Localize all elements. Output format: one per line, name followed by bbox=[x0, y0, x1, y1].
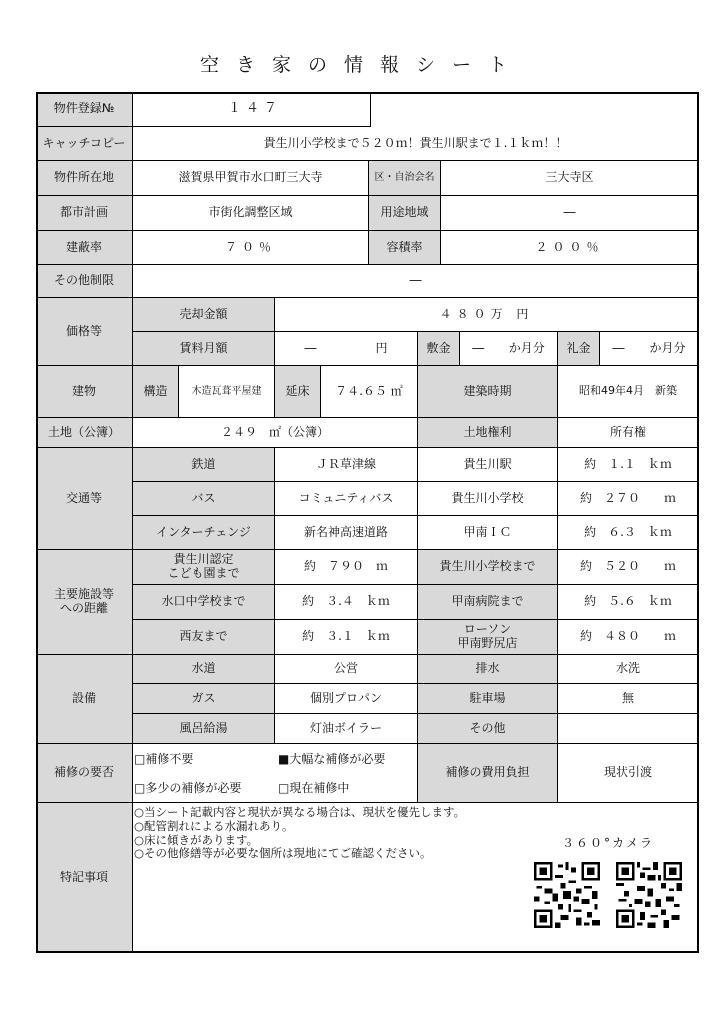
catch-label: キャッチコピー bbox=[36, 127, 133, 161]
bus-distance: 約 ２７０ ｍ bbox=[558, 482, 699, 516]
water-label: 水道 bbox=[133, 655, 275, 684]
facility-name: 甲南病院まで bbox=[418, 585, 558, 620]
camera-label: ３６０°カメラ bbox=[562, 836, 655, 850]
monthly-rent-amount: ― bbox=[304, 340, 317, 355]
note-item: ○床に傾きがあります。 bbox=[134, 832, 259, 847]
facility-distance: 約 ７９０ ｍ bbox=[275, 550, 418, 585]
drain-value: 水洗 bbox=[558, 655, 699, 684]
traffic-label: 交通等 bbox=[36, 448, 133, 550]
built-year-value: 昭和49年4月 新築 bbox=[558, 366, 699, 418]
qr-code-icon[interactable] bbox=[531, 862, 603, 928]
other-equipment-label: その他 bbox=[418, 714, 558, 744]
monthly-rent-label: 賃料月額 bbox=[133, 332, 275, 366]
interchange-road: 新名神高速道路 bbox=[275, 516, 418, 550]
facility-distance: 約 ５２０ ｍ bbox=[558, 550, 699, 585]
bath-value: 灯油ボイラー bbox=[275, 714, 418, 744]
repair-cost-value: 現状引渡 bbox=[558, 744, 699, 803]
land-area-value: ２４９ ㎡（公簿） bbox=[133, 418, 418, 448]
other-equipment-value bbox=[558, 714, 699, 744]
repair-option-minor: □多少の補修が必要 bbox=[134, 781, 242, 795]
sale-price-value: ４８０万 円 bbox=[275, 298, 699, 332]
monthly-rent-value bbox=[275, 332, 418, 366]
deposit-unit: か月分 bbox=[508, 340, 545, 355]
other-limit-label: その他制限 bbox=[36, 265, 133, 298]
location-value: 滋賀県甲賀市水口町三大寺 bbox=[133, 161, 369, 196]
repair-cost-label: 補修の費用負担 bbox=[418, 744, 558, 803]
gas-label: ガス bbox=[133, 684, 275, 714]
railway-label: 鉄道 bbox=[133, 448, 275, 482]
parking-value: 無 bbox=[558, 684, 699, 714]
deposit-amount: ― bbox=[472, 340, 485, 355]
parking-label: 駐車場 bbox=[418, 684, 558, 714]
railway-distance: 約 １.１ ｋｍ bbox=[558, 448, 699, 482]
building-label: 建物 bbox=[36, 366, 133, 418]
other-limit-value: ― bbox=[133, 265, 699, 298]
far-label: 容積率 bbox=[369, 231, 441, 265]
facility-distance: 約 ３.１ ｋｍ bbox=[275, 620, 418, 655]
floor-area-value: ７４.６５ ㎡ bbox=[321, 366, 418, 418]
repair-option-in-progress: □現在補修中 bbox=[278, 781, 350, 795]
bath-label: 風呂給湯 bbox=[133, 714, 275, 744]
land-right-label: 土地権利 bbox=[418, 418, 558, 448]
repair-option-major: ■大幅な補修が必要 bbox=[278, 752, 386, 766]
bus-line: コミュニティバス bbox=[275, 482, 418, 516]
key-money-unit: か月分 bbox=[649, 340, 686, 355]
facility-distance: 約 ４８０ ｍ bbox=[558, 620, 699, 655]
interchange-label: インターチェンジ bbox=[133, 516, 275, 550]
facility-distance: 約 ５.６ ｋｍ bbox=[558, 585, 699, 620]
deposit-value bbox=[460, 332, 558, 366]
qr-code-icon[interactable] bbox=[613, 862, 685, 928]
location-label: 物件所在地 bbox=[36, 161, 133, 196]
zoning-label: 用途地域 bbox=[369, 196, 441, 231]
railway-station: 貴生川駅 bbox=[418, 448, 558, 482]
built-year-label: 建築時期 bbox=[418, 366, 558, 418]
equipment-label: 設備 bbox=[36, 655, 133, 744]
railway-line: ＪＲ草津線 bbox=[275, 448, 418, 482]
gas-value: 個別プロパン bbox=[275, 684, 418, 714]
city-plan-label: 都市計画 bbox=[36, 196, 133, 231]
facilities-label: 主要施設等 への距離 bbox=[36, 550, 133, 655]
water-value: 公営 bbox=[275, 655, 418, 684]
bcr-value: ７０％ bbox=[133, 231, 369, 265]
note-item: ○その他修繕等が必要な個所は現地にてご確認ください。 bbox=[134, 846, 432, 861]
page-title: 空き家の情報シート bbox=[199, 54, 524, 76]
catch-value: 貴生川小学校まで５２０ｍ！貴生川駅まで１.１ｋｍ！！ bbox=[133, 127, 699, 161]
repair-option-none: □補修不要 bbox=[134, 752, 194, 766]
key-money-value bbox=[600, 332, 699, 366]
sale-price-label: 売却金額 bbox=[133, 298, 275, 332]
facility-name: 水口中学校まで bbox=[133, 585, 275, 620]
notes-list bbox=[134, 806, 465, 861]
facility-distance: 約 ３.４ ｋｍ bbox=[275, 585, 418, 620]
key-money-amount: ― bbox=[612, 340, 625, 355]
bus-label: バス bbox=[133, 482, 275, 516]
facility-name: 貴生川認定 こども園まで bbox=[133, 550, 275, 585]
far-value: ２００％ bbox=[441, 231, 699, 265]
zoning-value: ― bbox=[441, 196, 699, 231]
structure-label: 構造 bbox=[133, 366, 179, 418]
land-right-value: 所有権 bbox=[558, 418, 699, 448]
notes-label: 特記事項 bbox=[36, 803, 133, 953]
interchange-name: 甲南ＩＣ bbox=[418, 516, 558, 550]
interchange-distance: 約 ６.３ ｋｍ bbox=[558, 516, 699, 550]
floor-area-label: 延床 bbox=[275, 366, 321, 418]
deposit-label: 敷金 bbox=[418, 332, 460, 366]
land-label: 土地（公簿） bbox=[36, 418, 133, 448]
reg-no-label: 物件登録№ bbox=[36, 92, 133, 127]
bus-stop: 貴生川小学校 bbox=[418, 482, 558, 516]
district-value: 三大寺区 bbox=[441, 161, 699, 196]
note-item: ○配管割れによる水漏れあり。 bbox=[134, 818, 294, 833]
reg-no-value: １４７ bbox=[133, 92, 371, 127]
note-item: ○当シート記載内容と現状が異なる場合は、現状を優先します。 bbox=[134, 805, 466, 819]
bcr-label: 建蔽率 bbox=[36, 231, 133, 265]
price-label: 価格等 bbox=[36, 298, 133, 366]
key-money-label: 礼金 bbox=[558, 332, 600, 366]
structure-value: 木造瓦葺平屋建 bbox=[179, 366, 275, 418]
monthly-rent-unit: 円 bbox=[375, 340, 388, 355]
repair-label: 補修の要否 bbox=[36, 744, 133, 803]
city-plan-value: 市街化調整区域 bbox=[133, 196, 369, 231]
facility-name: ローソン 甲南野尻店 bbox=[418, 620, 558, 655]
drain-label: 排水 bbox=[418, 655, 558, 684]
facility-name: 西友まで bbox=[133, 620, 275, 655]
district-label: 区・自治会名 bbox=[369, 161, 441, 196]
facility-name: 貴生川小学校まで bbox=[418, 550, 558, 585]
